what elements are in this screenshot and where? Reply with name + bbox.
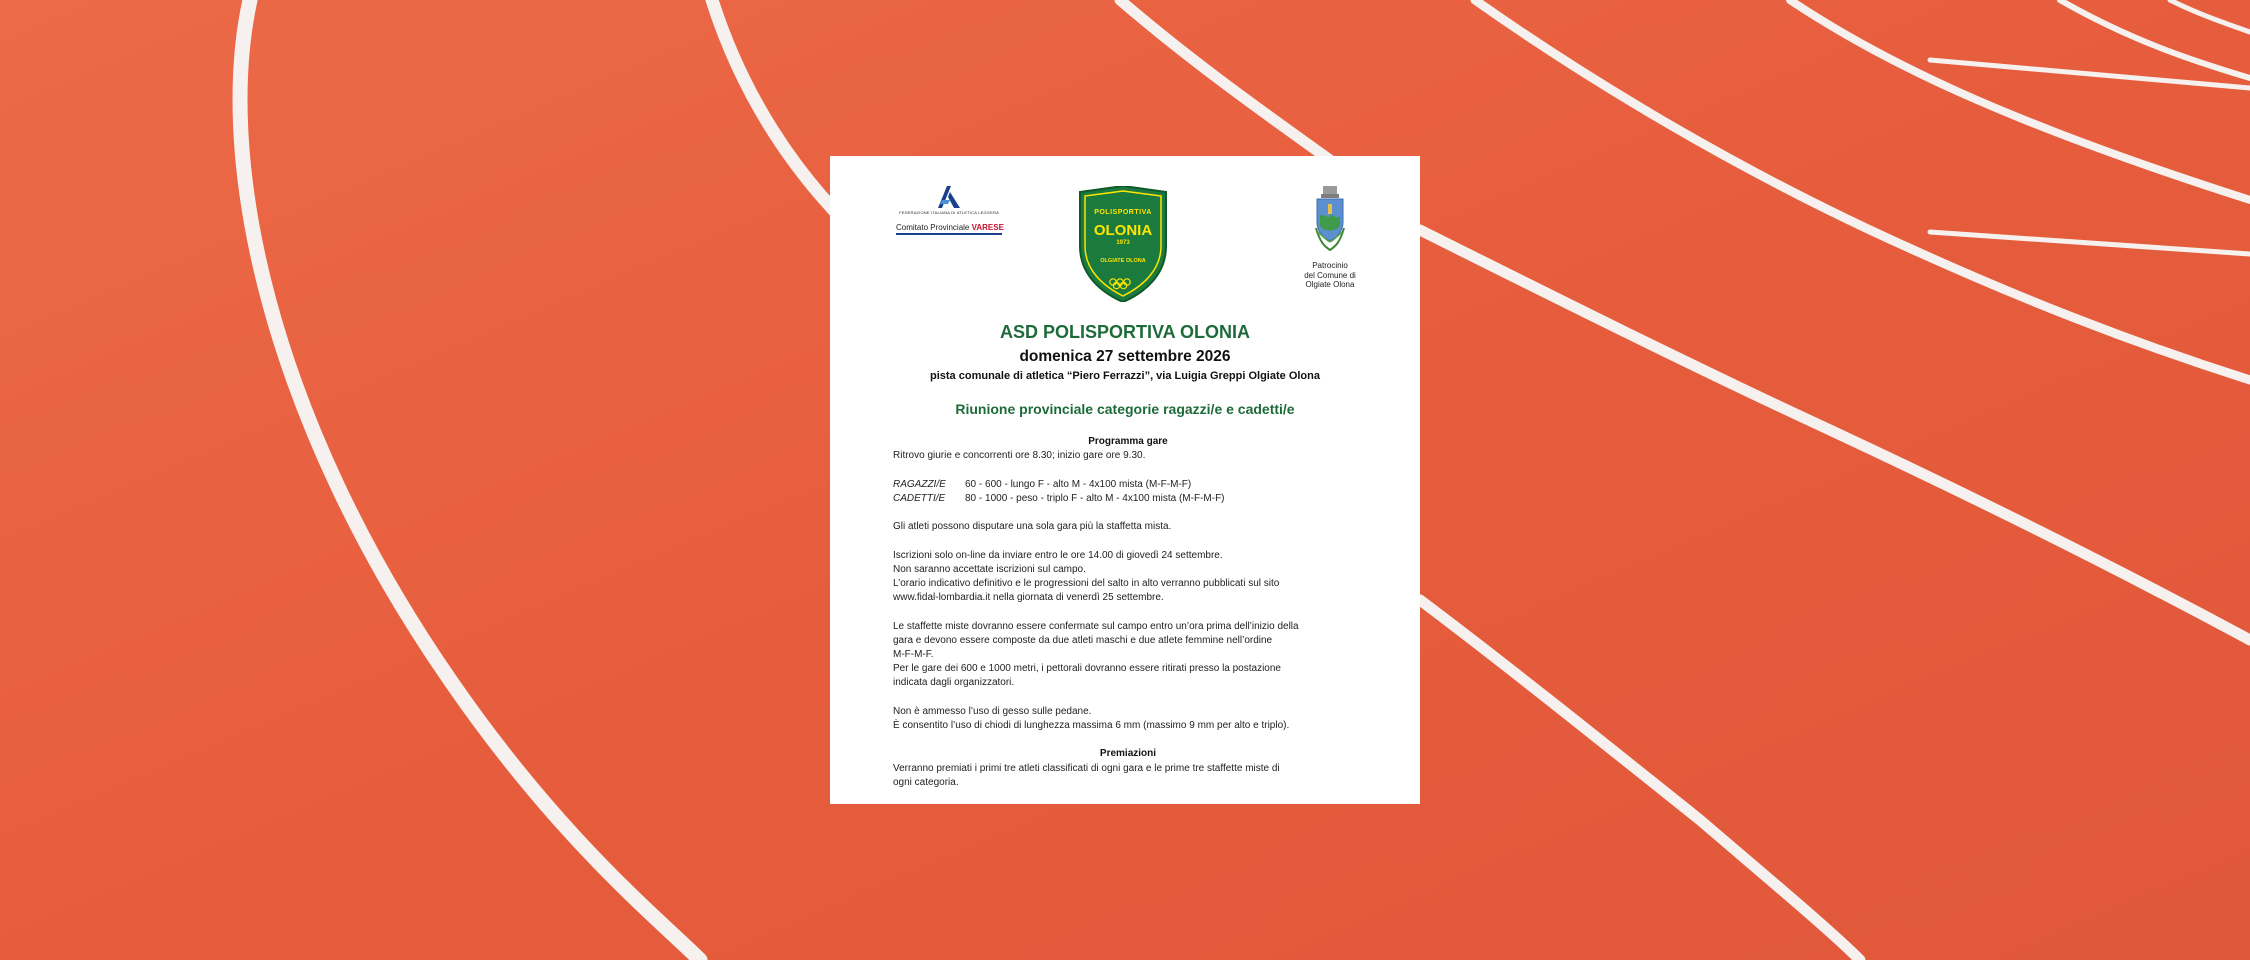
iscrizioni-line-3: L’orario indicativo definitivo e le progressioni del salto in alto verranno pubblicati sul sito — [893, 577, 1280, 589]
premiazioni-heading: Premiazioni — [1099, 748, 1157, 760]
shield-text-olonia: OLONIA — [1093, 222, 1153, 239]
fidal-federation-text: FEDERAZIONE ITALIANA DI ATLETICA LEGGERA — [899, 210, 999, 215]
comune-line-3: Olgiate Olona — [1305, 280, 1355, 289]
ritrovo-text: Ritrovo giurie e concorrenti ore 8.30; inizio gare ore 9.30. — [893, 450, 1146, 462]
event-date: domenica 27 settembre 2026 — [1019, 348, 1231, 365]
fidal-provincia-label: VARESE — [971, 223, 1004, 232]
premiazioni-line-2: ogni categoria. — [893, 776, 959, 788]
one-race-rule: Gli atleti possono disputare una sola gara più la staffetta mista. — [893, 521, 1172, 533]
iscrizioni-line-4: www.fidal-lombardia.it nella giornata di venerdì 25 settembre. — [893, 592, 1164, 604]
event-subtitle: Riunione provinciale categorie ragazzi/e e cadetti/e — [955, 401, 1295, 417]
comune-line-2: del Comune di — [1304, 270, 1356, 280]
staffette-line-2: gara e devono essere composte da due atleti maschi e due atlete femmine nell’ordine — [893, 634, 1273, 646]
category-row — [893, 492, 1363, 506]
category-events: 60 - 600 - lungo F - alto M - 4x100 mista (M-F-M-F) — [965, 478, 1192, 490]
pettorali-line-1: Per le gare dei 600 e 1000 metri, i pettorali dovranno essere ritirati presso la postazione — [893, 663, 1281, 675]
fidal-logo — [896, 186, 1002, 236]
premiazioni-line-1: Verranno premiati i primi tre atleti classificati di ogni gara e le prime tre staffette miste di — [893, 762, 1280, 774]
iscrizioni-line-1: Iscrizioni solo on-line da inviare entro le ore 14.00 di giovedì 24 settembre. — [893, 549, 1223, 561]
category-row — [893, 478, 1363, 492]
event-flyer — [830, 156, 1420, 804]
organization-title: ASD POLISPORTIVA OLONIA — [999, 322, 1250, 342]
category-name: CADETTI/E — [893, 492, 946, 504]
fidal-underline — [896, 233, 1002, 235]
staffette-line-3: M-F-M-F. — [893, 648, 934, 660]
fidal-comitato-text — [896, 223, 1002, 232]
shield-text-city: OLGIATE OLONA — [1100, 258, 1146, 264]
polisportiva-olonia-logo — [1076, 186, 1170, 302]
fidal-comitato-label: Comitato Provinciale — [896, 223, 970, 232]
pettorali-line-2: indicata dagli organizzatori. — [893, 677, 1015, 689]
category-events: 80 - 1000 - peso - triplo F - alto M - 4x100 mista (M-F-M-F) — [965, 492, 1225, 504]
shield-text-polisportiva: POLISPORTIVA — [1094, 209, 1152, 216]
iscrizioni-line-2: Non saranno accettate iscrizioni sul campo. — [893, 563, 1086, 575]
comune-patrocinio-text — [1290, 261, 1370, 290]
fidal-athlete-icon — [936, 186, 962, 208]
coat-of-arms-icon — [1314, 186, 1346, 256]
shield-text-year: 1973 — [1116, 240, 1130, 246]
programma-heading: Programma gare — [1088, 436, 1168, 447]
gesso-rule: Non è ammesso l’uso di gesso sulle pedane. — [893, 705, 1092, 717]
category-name: RAGAZZI/E — [893, 478, 946, 490]
event-location: pista comunale di atletica “Piero Ferrazzi”, via Luigia Greppi Olgiate Olona — [930, 370, 1320, 382]
comune-line-1: Patrocinio — [1312, 261, 1348, 270]
staffette-line-1: Le staffette miste dovranno essere confermate sul campo entro un’ora prima dell’inizio della — [893, 620, 1299, 632]
comune-logo — [1290, 186, 1370, 289]
flyer-body — [893, 435, 1363, 790]
chiodi-rule: È consentito l’uso di chiodi di lunghezza massima 6 mm (massimo 9 mm per alto e triplo). — [893, 719, 1290, 731]
